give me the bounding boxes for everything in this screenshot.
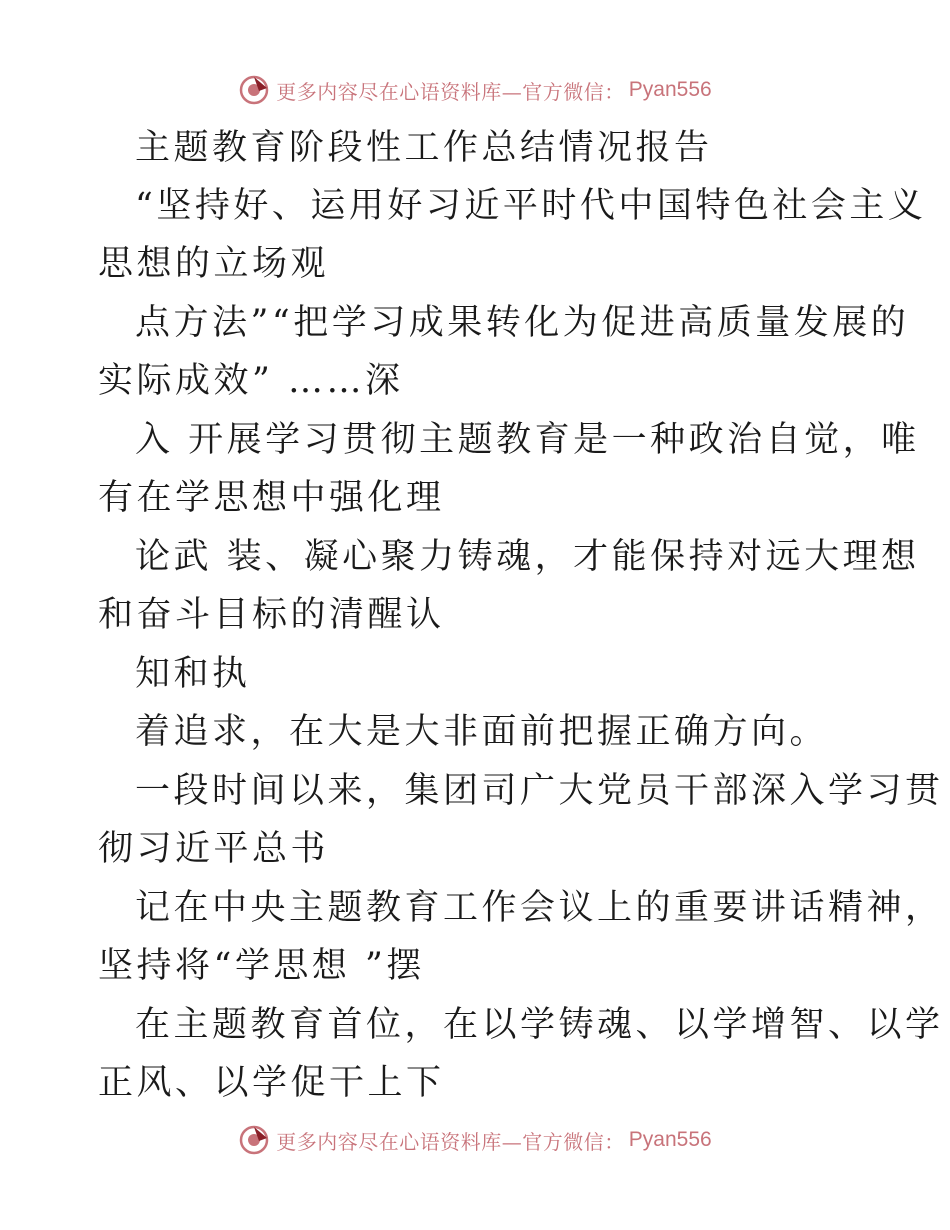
document-line: 着追求，在大是大非面前把握正确方向。	[135, 712, 829, 752]
watermark-wechat-id: Pyan556	[628, 1128, 712, 1151]
watermark-logo-icon	[238, 74, 270, 106]
document-line: 实际成效” ……深	[98, 361, 404, 401]
document-line: “坚持好、运用好习近平时代中国特色社会主义	[135, 186, 927, 226]
document-line: 记在中央主题教育工作会议上的重要讲话精神，	[135, 888, 944, 928]
document-title: 主题教育阶段性工作总结情况报告	[135, 128, 713, 168]
document-line: 和奋斗目标的清醒认	[98, 595, 445, 635]
footer-watermark	[0, 1120, 950, 1160]
document-line: 坚持将“学思想 ”摆	[98, 946, 425, 986]
document-line: 论武 装、凝心聚力铸魂，才能保持对远大理想	[135, 537, 920, 577]
document-line: 在主题教育首位，在以学铸魂、以学增智、以学	[135, 1005, 944, 1045]
document-line: 点方法”“把学习成果转化为促进高质量发展的	[135, 303, 910, 343]
document-line: 思想的立场观	[98, 244, 330, 284]
document-line: 知和执	[135, 654, 251, 694]
watermark-text: 更多内容尽在心语资料库—官方微信：	[276, 79, 625, 104]
watermark-logo-icon	[238, 1124, 270, 1156]
document-line: 入 开展学习贯彻主题教育是一种政治自觉，唯	[135, 420, 920, 460]
watermark-wechat-id: Pyan556	[628, 78, 712, 101]
document-line: 一段时间以来，集团司广大党员干部深入学习贯	[135, 771, 944, 811]
header-watermark	[0, 70, 950, 110]
watermark-text: 更多内容尽在心语资料库—官方微信：	[276, 1129, 625, 1154]
document-line: 正风、以学促干上下	[98, 1063, 445, 1103]
document-line: 有在学思想中强化理	[98, 478, 445, 518]
document-line: 彻习近平总书	[98, 829, 330, 869]
